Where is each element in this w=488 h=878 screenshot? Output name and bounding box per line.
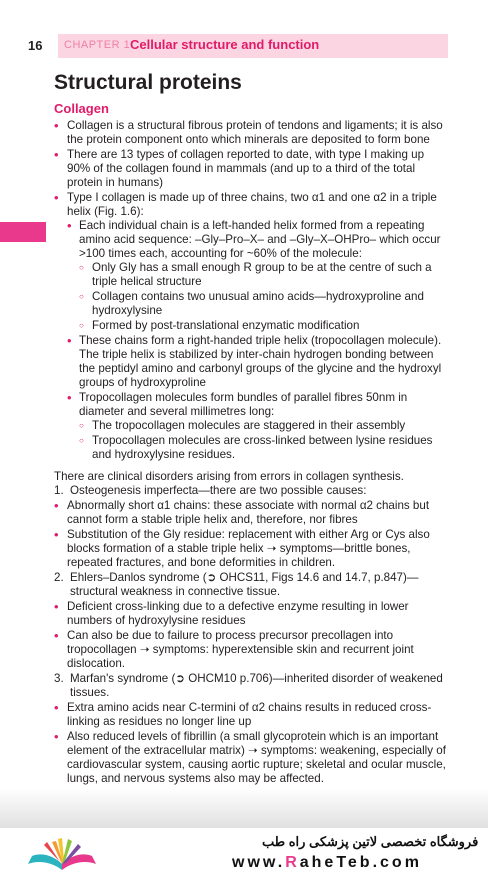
list-item: • There are 13 types of collagen reported to date, with type I making up 90% of the collagen found in mammals (and up to a third of the total protein in humans) [54, 148, 448, 190]
list-item: • Extra amino acids near C-termini of α2 chains results in reduced cross-linking as residues no longer line up [54, 701, 448, 729]
footer-fade [0, 788, 488, 828]
list-item: • Can also be due to failure to process precursor precollagen into tropocollagen ➝ symptoms: hyperextensible skin and recurrent joint dislocation. [54, 629, 448, 671]
fibres-item: Tropocollagen molecules form bundles of parallel fibres 50nm in diameter and several millimetres long: [79, 391, 408, 418]
section-title: Structural proteins [54, 71, 242, 94]
list-item [67, 391, 448, 462]
list-item: • Deficient cross-linking due to a defective enzyme resulting in lower numbers of hydroxylysine residues [54, 600, 448, 628]
list-item [54, 191, 448, 462]
footer-url: www.RaheTeb.com [232, 854, 422, 871]
list-item: • Also reduced levels of fibrillin (a small glycoprotein which is an important element of the extracellular matrix) ➝ symptoms: weakening, especially of cardiovascular system, causing aortic rupture; skeletal and ocular muscle, lungs, and nervous systems also may be affected. [54, 730, 448, 786]
chain-item: Each individual chain is a left-handed helix formed from a repeating amino acid sequence: –Gly–Pro–X– and –Gly–X–OHPro– which occur >100 times each, accounting for ~60% of the molecule: [79, 219, 441, 260]
open-book-logo-icon [22, 836, 102, 874]
list-item: ○ The tropocollagen molecules are staggered in their assembly [79, 419, 448, 433]
disorder-heading: 3. Marfan's syndrome (➲ OHCM10 p.706)—inherited disorder of weakened tissues. [54, 672, 448, 700]
list-item: ○ Tropocollagen molecules are cross-linked between lysine residues and hydroxylysine residues. [79, 434, 448, 462]
chapter-label: CHAPTER 1 [64, 39, 131, 51]
chapter-header [58, 34, 448, 58]
disorder-heading: 1. Osteogenesis imperfecta—there are two possible causes: [54, 484, 448, 498]
thumb-index-tab [0, 222, 46, 242]
list-item: • Abnormally short α1 chains: these associate with normal α2 chains but cannot form a stable triple helix and, therefore, nor fibres [54, 499, 448, 527]
list-item: ○ Only Gly has a small enough R group to be at the centre of such a triple helical structure [79, 261, 448, 289]
type1-intro: Type I collagen is made up of three chains, two α1 and one α2 in a triple helix (Fig. 1.6): [67, 191, 437, 218]
disorder-heading: 2. Ehlers–Danlos syndrome (➲ OHCS11, Figs 14.6 and 14.7, p.847)—structural weakness in connective tissue. [54, 571, 448, 599]
list-item: • Collagen is a structural fibrous protein of tendons and ligaments; it is also the protein component onto which minerals are deposited to form bone [54, 119, 448, 147]
list-item: ○ Collagen contains two unusual amino acids—hydroxyproline and hydroxylysine [79, 290, 448, 318]
footer-watermark [0, 828, 488, 878]
disorders-list [54, 484, 448, 498]
list-item: • These chains form a right-handed triple helix (tropocollagen molecule). The triple helix is stabilized by inter-chain hydrogen bonding between the peptidyl amino and carbonyl groups of the glycine and the hydroxyl groups of hydroxyproline [67, 334, 448, 390]
list-item [67, 219, 448, 333]
subsection-title: Collagen [54, 101, 109, 116]
disorders-intro: There are clinical disorders arising from errors in collagen synthesis. [54, 470, 404, 483]
page-body [54, 64, 448, 787]
list-item: • Substitution of the Gly residue: replacement with either Arg or Cys also blocks formation of a stable triple helix ➝ symptoms—brittle bones, repeated fractures, and bone deformities in children. [54, 528, 448, 570]
page-number: 16 [28, 38, 43, 53]
footer-persian-text: فروشگاه تخصصی لاتین پزشکی راه طب [262, 834, 479, 849]
chapter-title: Cellular structure and function [130, 37, 320, 52]
list-item: ○ Formed by post-translational enzymatic modification [79, 319, 448, 333]
collagen-list [54, 119, 448, 462]
